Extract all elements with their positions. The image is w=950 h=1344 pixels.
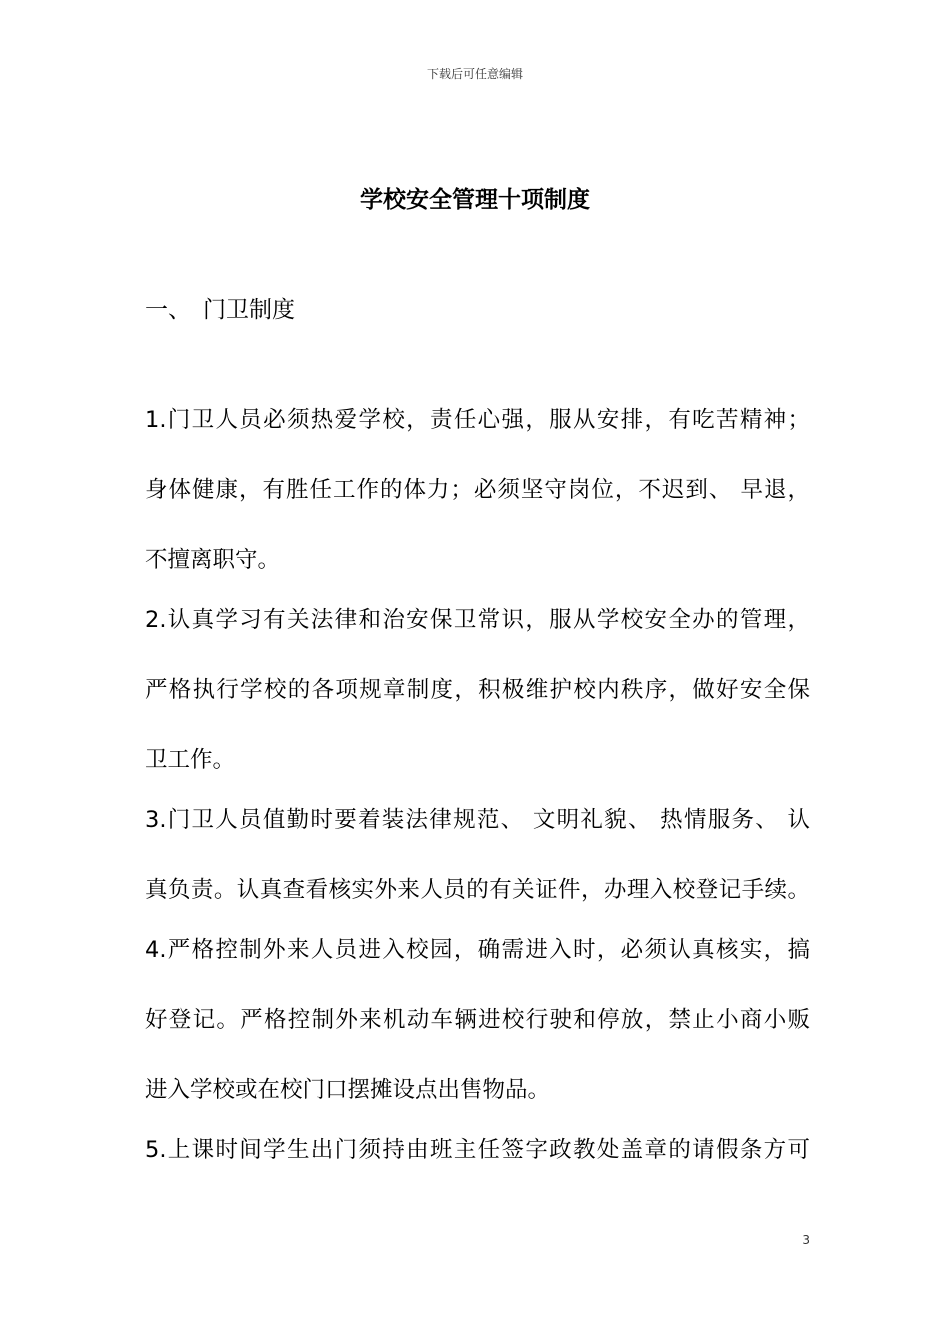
page-number: 3 (802, 1233, 810, 1247)
body-line: 1.门卫人员必须热爱学校，责任心强，服从安排，有吃苦精神； (145, 407, 810, 433)
section-number: 一、 (145, 297, 191, 323)
page-header-note: 下载后可任意编辑 (426, 67, 523, 81)
section-title: 门卫制度 (203, 297, 295, 323)
body-line: 4.严格控制外来人员进入校园，确需进入时，必须认真核实，搞 (145, 937, 810, 963)
body-line: 2.认真学习有关法律和治安保卫常识，服从学校安全办的管理， (145, 607, 810, 633)
body-line: 3.门卫人员值勤时要着装法律规范、 文明礼貌、 热情服务、 认 (145, 807, 810, 833)
document-body (145, 404, 810, 1204)
body-line: 5.上课时间学生出门须持由班主任签字政教处盖章的请假条方可 (145, 1137, 810, 1163)
document-title: 学校安全管理十项制度 (360, 187, 590, 213)
body-line: 卫工作。 (145, 747, 236, 773)
body-line: 真负责。认真查看核实外来人员的有关证件，办理入校登记手续。 (145, 877, 810, 903)
body-line: 身体健康，有胜任工作的体力；必须坚守岗位，不迟到、 早退， (145, 477, 810, 503)
body-line: 严格执行学校的各项规章制度，积极维护校内秩序，做好安全保 (145, 677, 810, 703)
section-heading (145, 294, 295, 326)
body-line: 不擅离职守。 (145, 547, 281, 573)
body-line: 好登记。严格控制外来机动车辆进校行驶和停放，禁止小商小贩 (145, 1007, 810, 1033)
body-line: 进入学校或在校门口摆摊设点出售物品。 (145, 1077, 551, 1103)
